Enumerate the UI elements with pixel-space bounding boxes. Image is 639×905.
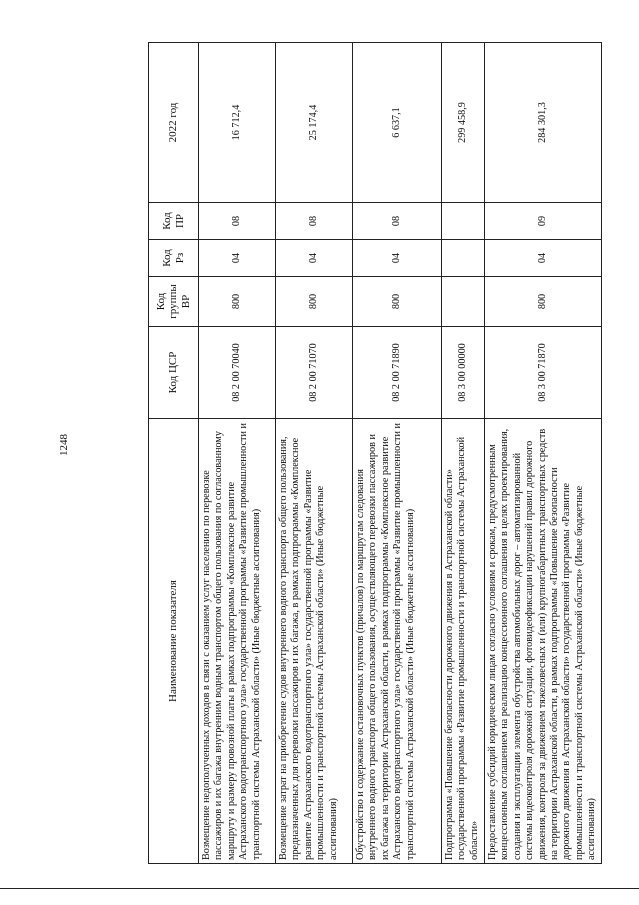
page-bottom-divider — [0, 888, 639, 889]
header-name: Наименование показателя — [149, 419, 199, 864]
row-vr — [442, 277, 485, 327]
table-row — [485, 43, 602, 864]
table-row — [199, 43, 276, 864]
table-header-row — [149, 43, 199, 864]
page-number: 1248 — [58, 434, 70, 456]
table-row — [276, 43, 353, 864]
row-rz: 04 — [276, 240, 353, 277]
row-csr: 08 3 00 00000 — [442, 327, 485, 419]
header-year: 2022 год — [149, 43, 199, 203]
row-pr — [442, 203, 485, 240]
row-name: Подпрограмма «Повышение безопасности дорожного движения в Астраханской области» государственной программы «Развитие промышленности и транспортной системы Астраханской области» — [442, 419, 485, 864]
row-pr: 08 — [199, 203, 276, 240]
header-vr: Код группы ВР — [149, 277, 199, 327]
row-year: 6 637,1 — [353, 43, 442, 203]
row-vr: 800 — [485, 277, 602, 327]
row-year: 284 301,3 — [485, 43, 602, 203]
row-pr: 09 — [485, 203, 602, 240]
row-pr: 08 — [276, 203, 353, 240]
row-year: 299 458,9 — [442, 43, 485, 203]
row-vr: 800 — [353, 277, 442, 327]
header-pr: Код ПР — [149, 203, 199, 240]
row-csr: 08 3 00 71870 — [485, 327, 602, 419]
row-csr: 08 2 00 70040 — [199, 327, 276, 419]
row-rz — [442, 240, 485, 277]
header-csr: Код ЦСР — [149, 327, 199, 419]
row-pr: 08 — [353, 203, 442, 240]
rotated-table-container — [148, 43, 598, 864]
row-vr: 800 — [199, 277, 276, 327]
table-row — [442, 43, 485, 864]
row-name: Предоставление субсидий юридическим лицам согласно условиям и срокам, предусмотренным концессионным соглашением на реализацию концессионного соглашения в целях проектирования, создания и эксплуатации элемента обустройства автомобильных дорог – автоматизированной системы видеоконтроля дорожной ситуации, фотовидеофиксации нарушений правил дорожного движения, контроля за движением тяжеловесных и (или) крупногабаритных транспортных средств на территории Астраханской области, в рамках подпрограммы «Повышение безопасности дорожного движения в Астраханской области» государственной программы «Развитие промышленности и транспортной системы Астраханской области» (Иные бюджетные ассигнования) — [485, 419, 602, 864]
budget-table — [148, 42, 602, 864]
table-viewport — [148, 43, 598, 864]
row-name: Возмещение затрат на приобретение судов внутреннего водного транспорта общего пользования, предназначенных для перевозки пассажиров и их багажа, в рамках подпрограммы «Комплексное развитие Астраханского водотранспортного узла» государственной программы «Развитие промышленности и транспортной системы Астраханской области» (Иные бюджетные ассигнования) — [276, 419, 353, 864]
row-name: Обустройство и содержание остановочных пунктов (причалов) по маршрутам следования внутреннего водного транспорта общего пользования, осуществляющего перевозки пассажиров и их багажа на территории Астраханской области, в рамках подпрограммы «Комплексное развитие Астраханского водотранспортного узла» государственной программы «Развитие промышленности и транспортной системы Астраханской области» (Иные бюджетные ассигнования) — [353, 419, 442, 864]
row-name: Возмещение недополученных доходов в связи с оказанием услуг населению по перевозке пассажиров и их багажа внутренним водным транспортом общего пользования по согласованному маршруту и размеру провозной платы в рамках подпрограммы «Комплексное развитие Астраханского водотранспортного узла» государственной программы «Развитие промышленности и транспортной системы Астраханской области» (Иные бюджетные ассигнования) — [199, 419, 276, 864]
table-row — [353, 43, 442, 864]
row-rz: 04 — [199, 240, 276, 277]
row-csr: 08 2 00 71890 — [353, 327, 442, 419]
row-rz: 04 — [485, 240, 602, 277]
row-vr: 800 — [276, 277, 353, 327]
row-year: 16 712,4 — [199, 43, 276, 203]
row-year: 25 174,4 — [276, 43, 353, 203]
header-rz: Код Рз — [149, 240, 199, 277]
row-rz: 04 — [353, 240, 442, 277]
row-csr: 08 2 00 71070 — [276, 327, 353, 419]
